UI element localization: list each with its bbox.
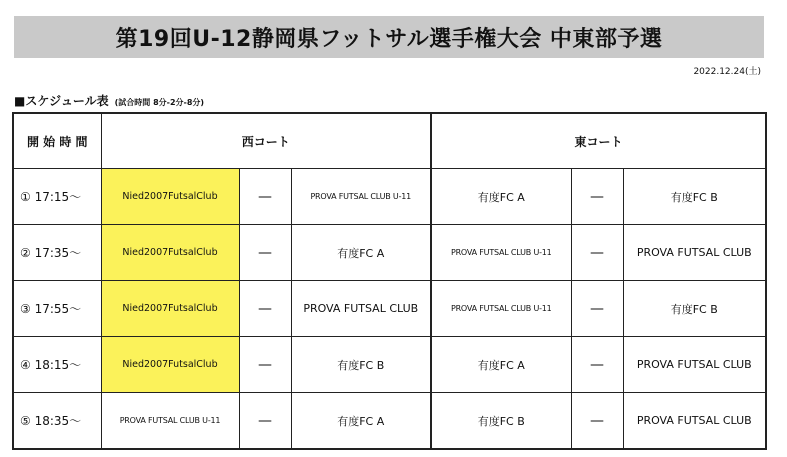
- east-team-b-cell: PROVA FUTSAL CLUB: [623, 225, 766, 281]
- header-west-court: 西コート: [101, 113, 431, 169]
- east-team-a-cell: 有度FC A: [431, 169, 571, 225]
- schedule-table: [12, 112, 767, 450]
- table-row: [13, 169, 766, 225]
- start-time-cell: ② 17:35～: [13, 225, 101, 281]
- west-team-a-cell: Nied2007FutsalClub: [101, 169, 239, 225]
- title-bar: [14, 16, 764, 58]
- east-team-a-cell: PROVA FUTSAL CLUB U-11: [431, 225, 571, 281]
- east-vs-dash: —: [571, 225, 623, 281]
- west-vs-dash: —: [239, 393, 291, 450]
- east-vs-dash: —: [571, 337, 623, 393]
- table-row: [13, 281, 766, 337]
- west-team-b-cell: PROVA FUTSAL CLUB U-11: [291, 169, 431, 225]
- match-time-note: (試合時間 8分-2分-8分): [114, 98, 205, 107]
- west-team-b-cell: 有度FC B: [291, 337, 431, 393]
- west-vs-dash: —: [239, 337, 291, 393]
- west-vs-dash: —: [239, 225, 291, 281]
- east-team-b-cell: PROVA FUTSAL CLUB: [623, 337, 766, 393]
- event-date: 2022.12.24(土): [693, 67, 761, 77]
- header-east-court: 東コート: [431, 113, 766, 169]
- east-team-b-cell: 有度FC B: [623, 281, 766, 337]
- east-team-b-cell: PROVA FUTSAL CLUB: [623, 393, 766, 450]
- schedule-rows: [13, 169, 766, 450]
- page-title: 第19回U-12静岡県フットサル選手権大会 中東部予選: [115, 26, 663, 52]
- east-team-b-cell: 有度FC B: [623, 169, 766, 225]
- west-team-a-cell: Nied2007FutsalClub: [101, 225, 239, 281]
- start-time-cell: ③ 17:55～: [13, 281, 101, 337]
- west-team-a-cell: Nied2007FutsalClub: [101, 337, 239, 393]
- east-vs-dash: —: [571, 393, 623, 450]
- start-time-cell: ⑤ 18:35～: [13, 393, 101, 450]
- west-vs-dash: —: [239, 169, 291, 225]
- east-team-a-cell: 有度FC B: [431, 393, 571, 450]
- west-vs-dash: —: [239, 281, 291, 337]
- table-row: [13, 225, 766, 281]
- west-team-b-cell: PROVA FUTSAL CLUB: [291, 281, 431, 337]
- start-time-cell: ④ 18:15～: [13, 337, 101, 393]
- east-team-a-cell: 有度FC A: [431, 337, 571, 393]
- west-team-a-cell: PROVA FUTSAL CLUB U-11: [101, 393, 239, 450]
- table-row: [13, 337, 766, 393]
- header-row: [13, 113, 766, 169]
- east-team-a-cell: PROVA FUTSAL CLUB U-11: [431, 281, 571, 337]
- east-vs-dash: —: [571, 169, 623, 225]
- section-heading: ■スケジュール表: [14, 94, 109, 108]
- west-team-b-cell: 有度FC A: [291, 225, 431, 281]
- header-start-time: 開 始 時 間: [13, 113, 101, 169]
- west-team-b-cell: 有度FC A: [291, 393, 431, 450]
- start-time-cell: ① 17:15～: [13, 169, 101, 225]
- table-row: [13, 393, 766, 450]
- east-vs-dash: —: [571, 281, 623, 337]
- west-team-a-cell: Nied2007FutsalClub: [101, 281, 239, 337]
- section-header: [14, 92, 204, 109]
